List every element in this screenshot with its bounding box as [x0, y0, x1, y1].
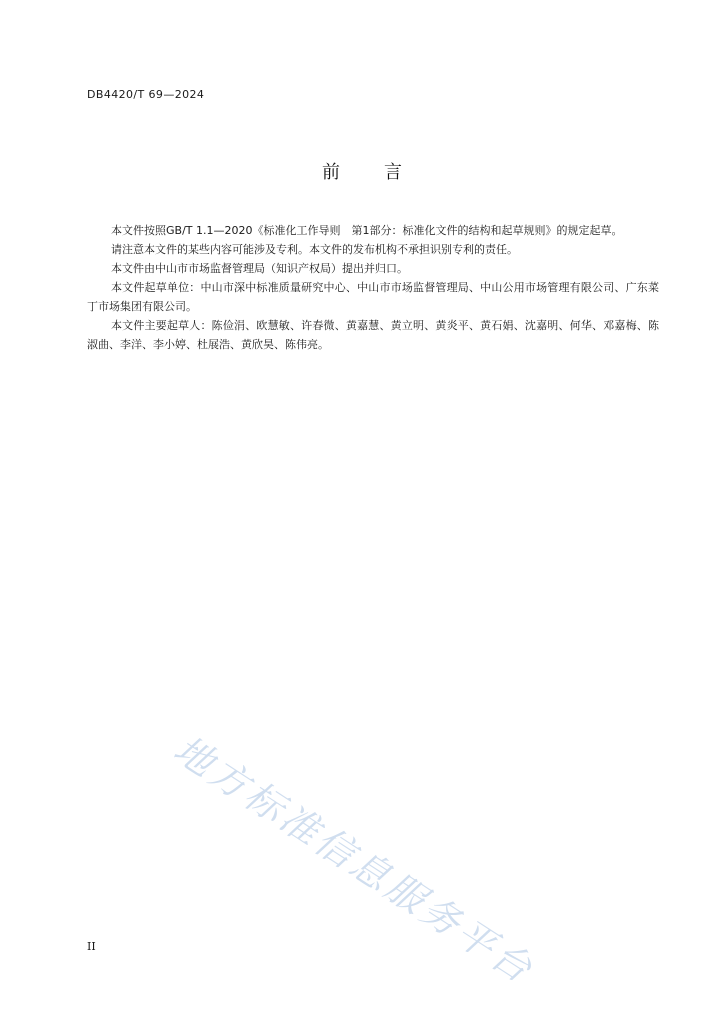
paragraph-patent-notice: 请注意本文件的某些内容可能涉及专利。本文件的发布机构不承担识别专利的责任。	[111, 243, 518, 256]
paragraph-proposer: 本文件由中山市市场监督管理局（知识产权局）提出并归口。	[111, 262, 408, 275]
title-char-2: 言	[384, 162, 402, 183]
page-number: II	[87, 940, 96, 953]
watermark: 地方标准信息服务平台	[166, 726, 543, 993]
paragraph-drafting-units: 本文件起草单位：中山市深中标准质量研究中心、中山市市场监督管理局、中山公用市场管理有限公司、广东菜丁市场集团有限公司。	[87, 281, 659, 313]
paragraph-drafting-rules: 本文件按照GB/T 1.1—2020《标准化工作导则 第1部分：标准化文件的结构和起草规则》的规定起草。	[111, 224, 623, 237]
page-title	[0, 158, 724, 184]
paragraph-drafters: 本文件主要起草人：陈俭涓、欧慧敏、许春微、黄嘉慧、黄立明、黄炎平、黄石娟、沈嘉明、何华、邓嘉梅、陈淑曲、李洋、李小婷、杜展浩、黄欣昊、陈伟亮。	[87, 319, 659, 351]
foreword-body	[87, 221, 659, 354]
title-char-1: 前	[322, 162, 340, 183]
document-code: DB4420/T 69—2024	[87, 88, 205, 101]
